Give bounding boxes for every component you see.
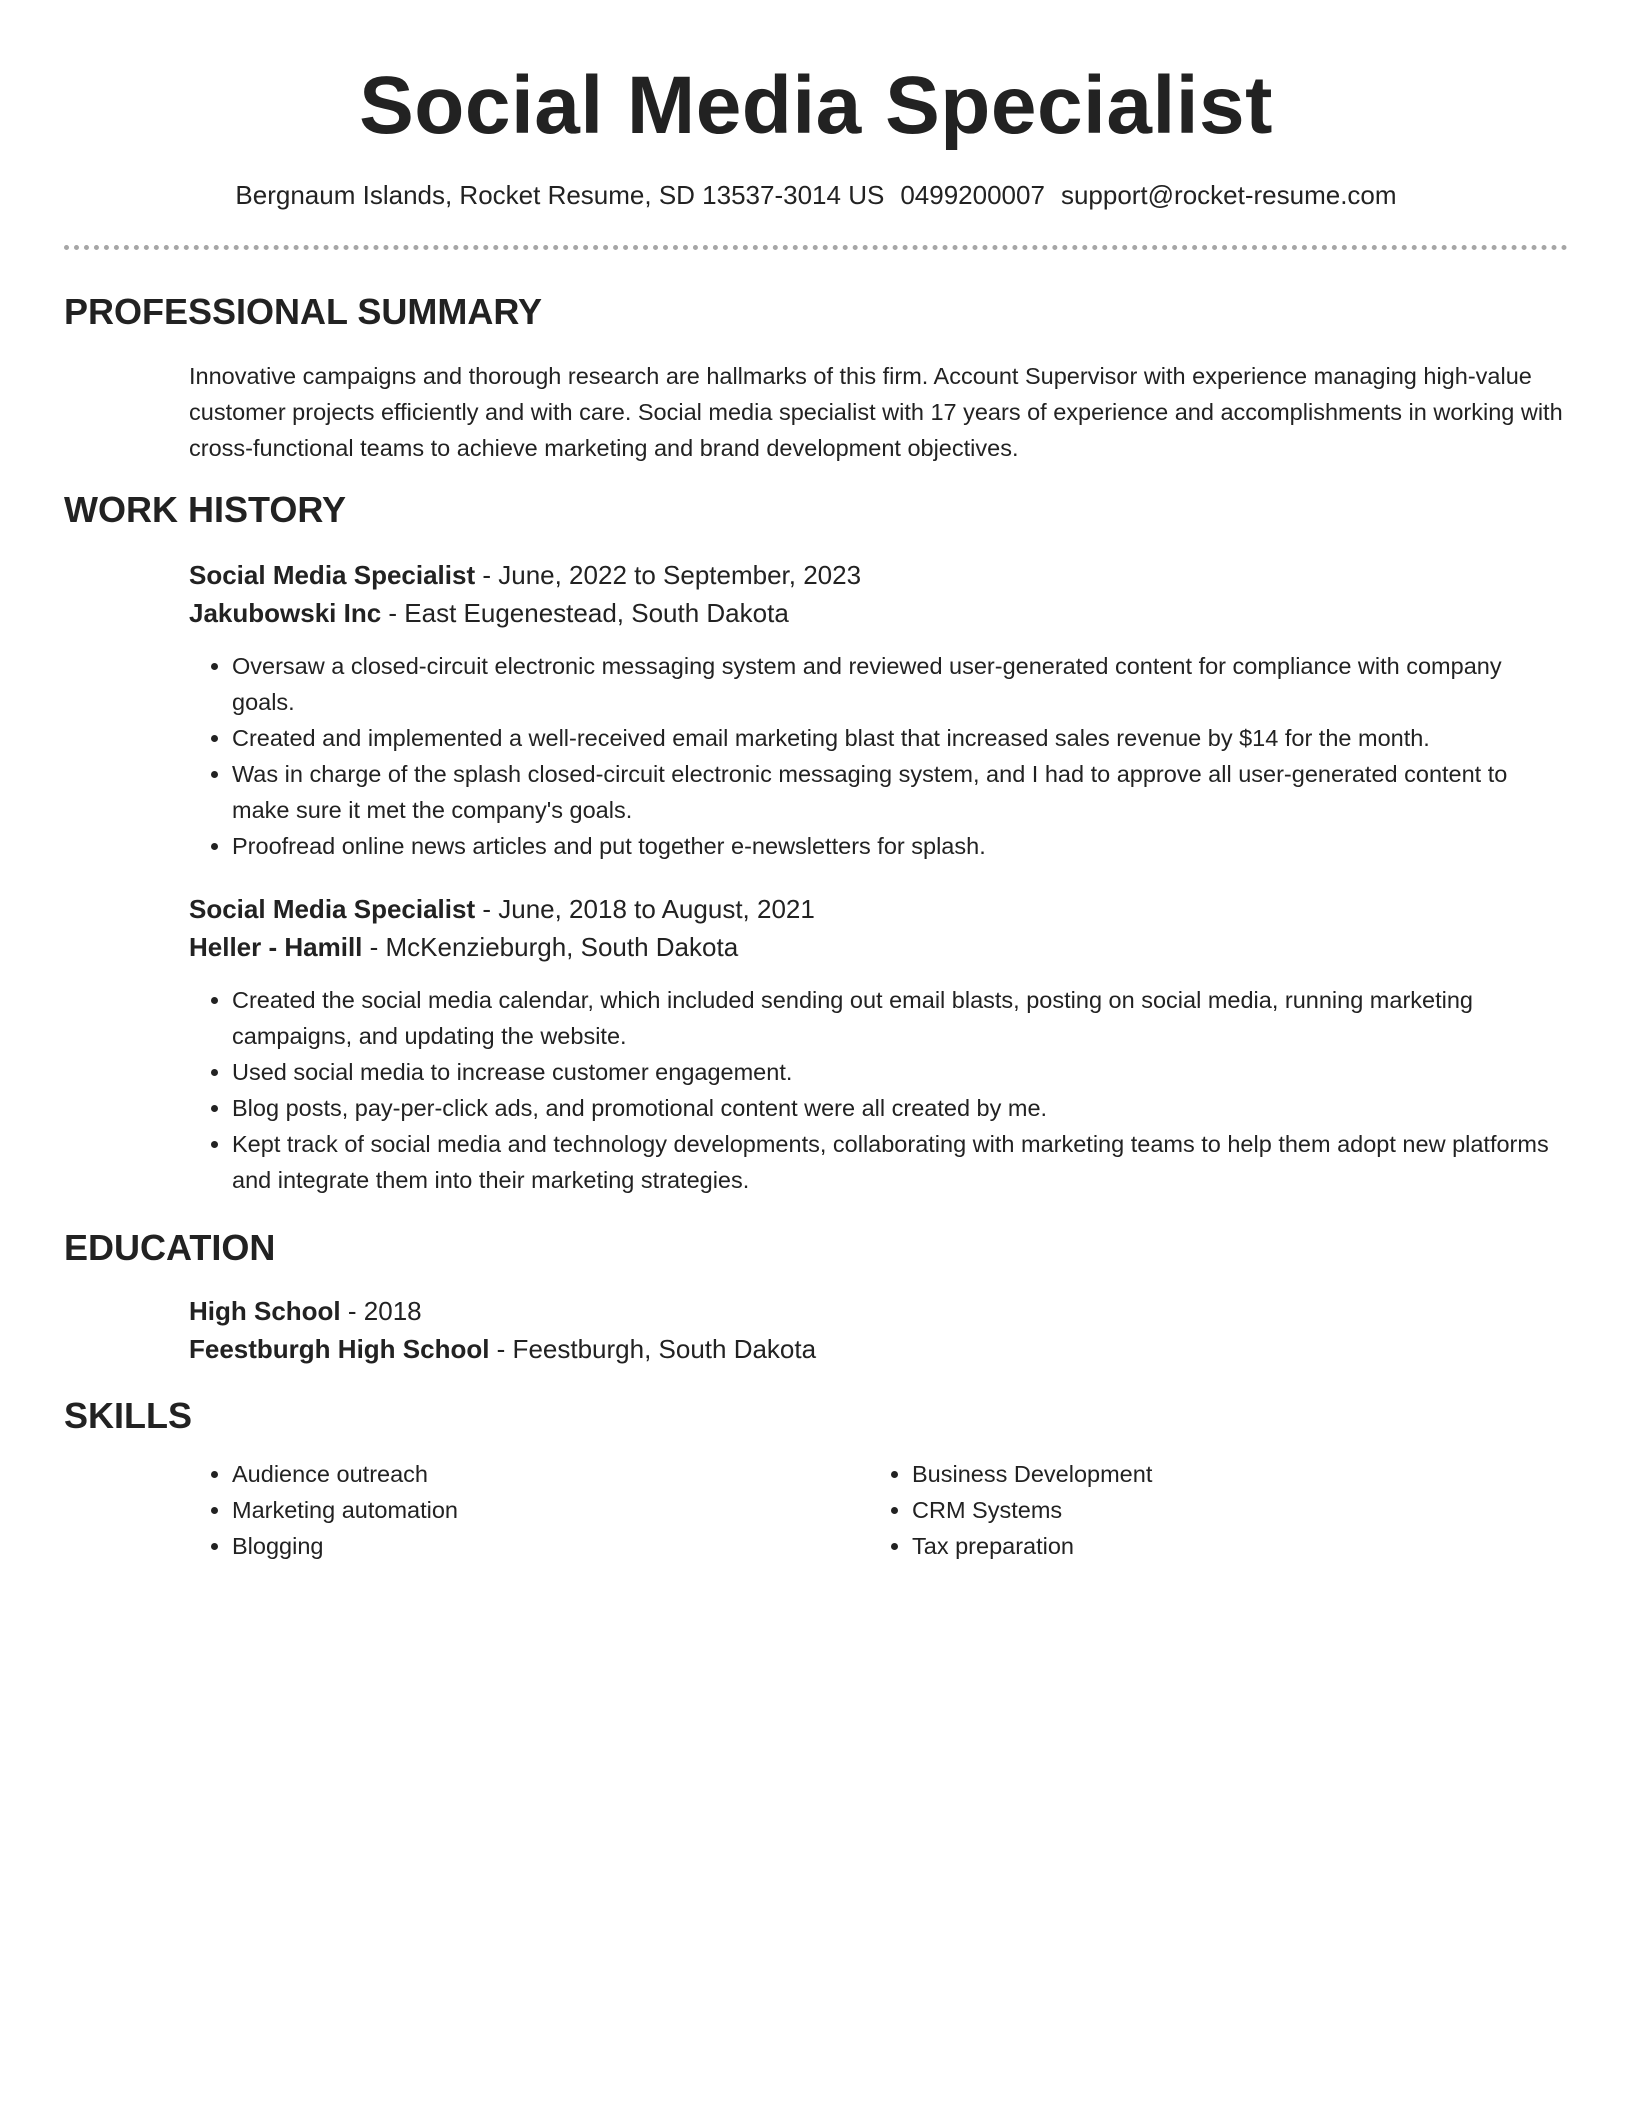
skill-item: • Tax preparation bbox=[912, 1528, 1549, 1564]
job-role: Social Media Specialist bbox=[189, 894, 476, 924]
job-location: - McKenzieburgh, South Dakota bbox=[362, 932, 739, 962]
job-bullet: • Blog posts, pay-per-click ads, and promotional content were all created by me. bbox=[232, 1090, 1568, 1126]
education-school: Feestburgh High School bbox=[189, 1334, 490, 1364]
skills-column-right bbox=[869, 1456, 1549, 1564]
education-school-line bbox=[189, 1330, 1568, 1368]
work-history-heading: WORK HISTORY bbox=[64, 489, 347, 530]
summary-heading: PROFESSIONAL SUMMARY bbox=[64, 291, 543, 332]
education-degree-line bbox=[189, 1292, 1568, 1330]
skill-item: • Blogging bbox=[232, 1528, 869, 1564]
job-role-line bbox=[189, 556, 1568, 594]
job-company: Jakubowski Inc bbox=[189, 598, 382, 628]
job-bullet: • Created the social media calendar, which included sending out email blasts, posting on social media, running marketing campaigns, and updating the website. bbox=[232, 982, 1568, 1054]
skills-column-left bbox=[189, 1456, 869, 1564]
job-bullet: • Was in charge of the splash closed-circuit electronic messaging system, and I had to approve all user-generated content to make sure it met the company's goals. bbox=[232, 756, 1568, 828]
education-heading: EDUCATION bbox=[64, 1227, 276, 1268]
contact-phone: 0499200007 bbox=[900, 180, 1045, 210]
education-entry bbox=[189, 1292, 1568, 1368]
skills-list bbox=[189, 1456, 1568, 1564]
education-location: - Feestburgh, South Dakota bbox=[489, 1334, 817, 1364]
job-dates: - June, 2022 to September, 2023 bbox=[475, 560, 862, 590]
job-bullet: • Used social media to increase customer engagement. bbox=[232, 1054, 1568, 1090]
job-company-line bbox=[189, 928, 1568, 966]
job-dates: - June, 2018 to August, 2021 bbox=[475, 894, 815, 924]
skill-item: • Business Development bbox=[912, 1456, 1549, 1492]
contact-address: Bergnaum Islands, Rocket Resume, SD 13537-3014 US bbox=[235, 180, 885, 210]
job-role: Social Media Specialist bbox=[189, 560, 476, 590]
job-company: Heller - Hamill bbox=[189, 932, 363, 962]
job-bullet: • Oversaw a closed-circuit electronic messaging system and reviewed user-generated content for compliance with company goals. bbox=[232, 648, 1568, 720]
contact-line bbox=[64, 178, 1568, 212]
job-company-line bbox=[189, 594, 1568, 632]
education-year: - 2018 bbox=[340, 1296, 422, 1326]
resume-name: Social Media Specialist bbox=[359, 60, 1273, 151]
job-entry bbox=[189, 556, 1568, 864]
education-degree: High School bbox=[189, 1296, 341, 1326]
job-entry bbox=[189, 890, 1568, 1198]
job-bullet: • Kept track of social media and technology developments, collaborating with marketing teams to help them adopt new platforms and integrate them into their marketing strategies. bbox=[232, 1126, 1568, 1198]
job-location: - East Eugenestead, South Dakota bbox=[381, 598, 789, 628]
header-divider bbox=[64, 245, 1568, 250]
job-bullets bbox=[189, 648, 1568, 864]
summary-text: Innovative campaigns and thorough research are hallmarks of this firm. Account Supervisor with experience managing high-value customer projects efficiently and with care. Social media specialist with 17 years of experience and accomplishments in working with cross-functional teams to achieve marketing and brand development objectives. bbox=[189, 363, 1563, 461]
job-bullet: • Proofread online news articles and put together e-newsletters for splash. bbox=[232, 828, 1568, 864]
skill-item: • CRM Systems bbox=[912, 1492, 1549, 1528]
contact-email: support@rocket-resume.com bbox=[1060, 180, 1397, 210]
job-role-line bbox=[189, 890, 1568, 928]
skill-item: • Audience outreach bbox=[232, 1456, 869, 1492]
job-bullet: • Created and implemented a well-received email marketing blast that increased sales revenue by $14 for the month. bbox=[232, 720, 1568, 756]
skill-item: • Marketing automation bbox=[232, 1492, 869, 1528]
job-bullets bbox=[189, 982, 1568, 1198]
skills-heading: SKILLS bbox=[64, 1395, 193, 1436]
